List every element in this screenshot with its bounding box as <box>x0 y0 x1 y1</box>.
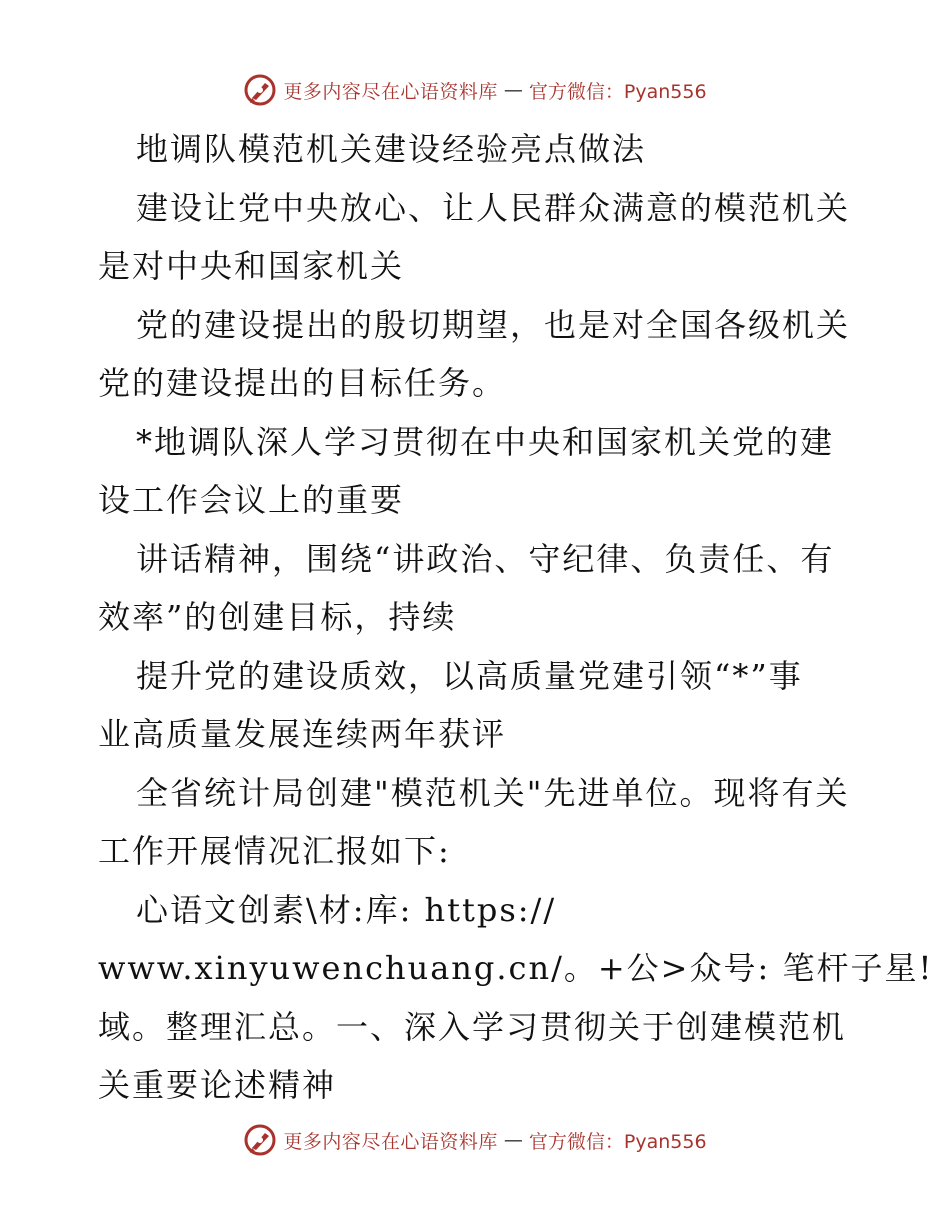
footer-banner-inner <box>243 1123 706 1157</box>
footer-banner-wechat: 官方微信：Pyan556 <box>528 1130 707 1153</box>
paragraph-line: 提升党的建设质效，以高质量党建引领“*”事 <box>136 656 803 695</box>
header-banner-text: 更多内容尽在心语资料库 <box>283 80 498 103</box>
header-banner-separator: — <box>503 79 523 101</box>
document-title: 地调队模范机关建设经验亮点做法 <box>136 130 647 168</box>
footer-banner-text: 更多内容尽在心语资料库 <box>283 1130 498 1153</box>
paragraph-line: 党的建设提出的殷切期望，也是对全国各级机关 <box>136 305 851 344</box>
pen-logo-icon <box>243 1123 277 1157</box>
footer-banner <box>0 1120 950 1160</box>
paragraph-line: 心语文创素\材:库: https:// <box>136 890 557 929</box>
footer-banner-separator: — <box>503 1129 523 1151</box>
paragraph-line: 讲话精神，围绕“讲政治、守纪律、负责任、有 <box>136 539 835 578</box>
header-banner <box>0 70 950 110</box>
paragraph-line: 关重要论述精神 <box>98 1066 337 1104</box>
paragraph-line: 效率”的创建目标，持续 <box>98 598 457 636</box>
header-banner-inner <box>243 73 706 107</box>
paragraph-line: 域。整理汇总。一、深入学习贯彻关于创建模范机 <box>98 1007 847 1046</box>
paragraph-line: 设工作会议上的重要 <box>98 481 405 519</box>
pen-logo-icon <box>243 73 277 107</box>
paragraph-line: 业高质量发展连续两年获评 <box>98 715 507 753</box>
paragraph-line: *地调队深人学习贯彻在中央和国家机关党的建 <box>136 422 835 461</box>
document-body <box>98 120 934 1115</box>
paragraph-line: 建设让党中央放心、让人民群众满意的模范机关 <box>136 188 851 227</box>
paragraph-line: 党的建设提出的目标任务。 <box>98 364 507 402</box>
paragraph-line-url: www.xinyuwenchuang.cn/。+公>众号: 笔杆子星! <box>98 949 934 987</box>
paragraph-line: 是对中央和国家机关 <box>98 247 405 285</box>
paragraph-line: 工作开展情况汇报如下: <box>98 832 451 870</box>
header-banner-wechat: 官方微信：Pyan556 <box>528 80 707 103</box>
paragraph-line: 全省统计局创建"模范机关"先进单位。现将有关 <box>136 773 850 812</box>
